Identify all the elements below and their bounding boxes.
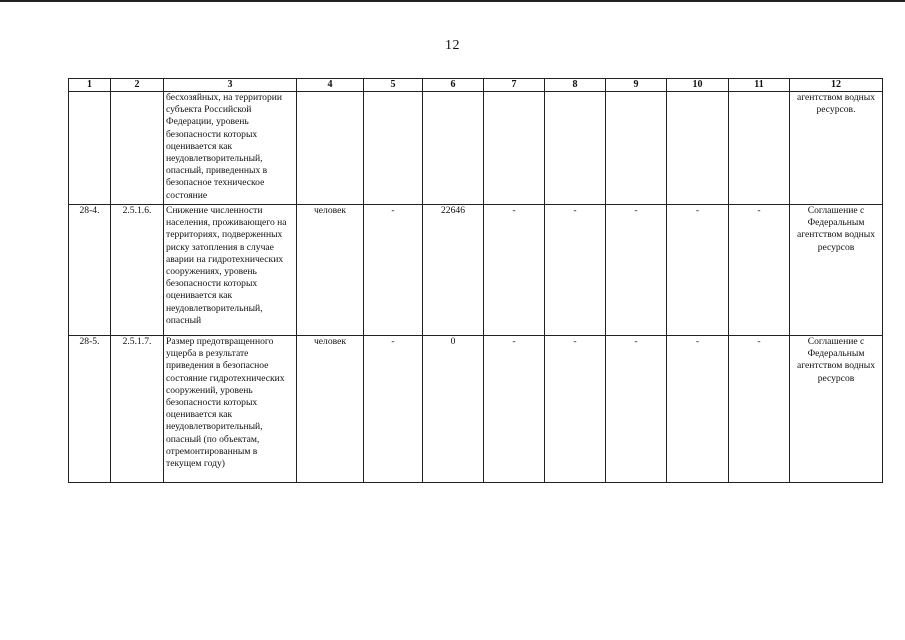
cell-value [423, 92, 484, 205]
cell-source: Соглашение с Федеральным агентством водных ресурсов [790, 205, 883, 336]
column-header: 8 [545, 79, 606, 92]
cell-unit: человек [297, 336, 364, 483]
table-row-continuation [69, 92, 883, 205]
cell-value: - [545, 205, 606, 336]
cell-description: Размер предотвращенного ущерба в результате приведения в безопасное состояние гидротехнических сооружений, уровень безопасности которых оценивается как неудовлетворительный, опасный (по объектам, отремонтированным в текущем году) [164, 336, 297, 483]
column-header: 7 [484, 79, 545, 92]
cell-value: - [606, 336, 667, 483]
cell-unit [297, 92, 364, 205]
cell-value: 0 [423, 336, 484, 483]
cell-value: - [729, 205, 790, 336]
cell-id: 28-5. [69, 336, 111, 483]
cell-description: бесхозяйных, на территории субъекта Российской Федерации, уровень безопасности которых оценивается как неудовлетворительный, опасный, приведенных в безопасное техническое состояние [164, 92, 297, 205]
column-header: 4 [297, 79, 364, 92]
cell-code: 2.5.1.7. [111, 336, 164, 483]
cell-unit: человек [297, 205, 364, 336]
cell-value: - [729, 336, 790, 483]
column-header: 11 [729, 79, 790, 92]
cell-value [606, 92, 667, 205]
table-row [69, 205, 883, 336]
cell-id [69, 92, 111, 205]
column-header: 6 [423, 79, 484, 92]
cell-value [484, 92, 545, 205]
column-header: 3 [164, 79, 297, 92]
cell-value: - [606, 205, 667, 336]
cell-value [729, 92, 790, 205]
cell-value: 22646 [423, 205, 484, 336]
column-header: 2 [111, 79, 164, 92]
cell-source: агентством водных ресурсов. [790, 92, 883, 205]
page-number: 12 [445, 38, 460, 53]
cell-value: - [484, 205, 545, 336]
table-row [69, 336, 883, 483]
cell-value [545, 92, 606, 205]
cell-value: - [364, 205, 423, 336]
column-header: 9 [606, 79, 667, 92]
cell-value: - [667, 336, 729, 483]
cell-value [364, 92, 423, 205]
column-header: 10 [667, 79, 729, 92]
cell-code: 2.5.1.6. [111, 205, 164, 336]
cell-value [667, 92, 729, 205]
indicators-table [68, 78, 883, 483]
cell-code [111, 92, 164, 205]
column-header: 5 [364, 79, 423, 92]
column-header: 1 [69, 79, 111, 92]
cell-id: 28-4. [69, 205, 111, 336]
cell-value: - [667, 205, 729, 336]
cell-description: Снижение численности населения, проживающего на территориях, подверженных риску затопления в случае аварии на гидротехнических сооружениях, уровень безопасности которых оценивается как неудовлетворительный, опасный [164, 205, 297, 336]
top-border-line [0, 0, 905, 2]
cell-value: - [545, 336, 606, 483]
table-header-row [69, 79, 883, 92]
cell-value: - [484, 336, 545, 483]
cell-value: - [364, 336, 423, 483]
column-header: 12 [790, 79, 883, 92]
cell-source: Соглашение с Федеральным агентством водных ресурсов [790, 336, 883, 483]
